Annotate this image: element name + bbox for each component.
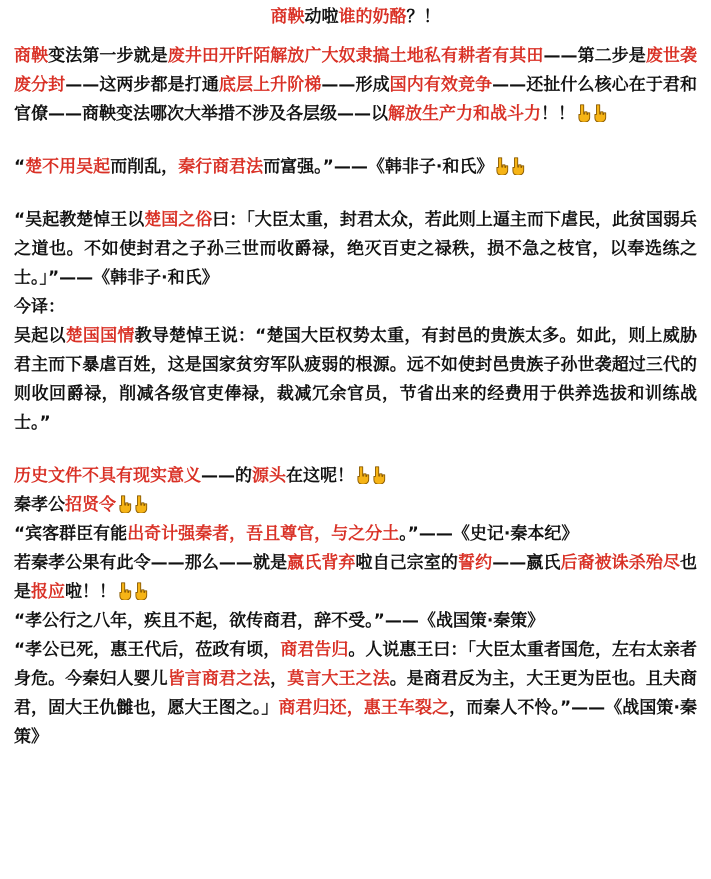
paragraph-9 bbox=[14, 607, 697, 636]
pointing-down-icon bbox=[117, 495, 132, 513]
highlight-text: 历史文件不具有现实意义 bbox=[14, 466, 201, 486]
body-text: “ bbox=[14, 157, 26, 177]
paragraph-0 bbox=[14, 42, 697, 129]
highlight-text: 嬴氏背弃 bbox=[287, 553, 356, 573]
body-text: 若秦孝公果有此令——那么——就是 bbox=[14, 553, 288, 573]
article-body bbox=[14, 42, 697, 752]
pointing-down-icon bbox=[117, 582, 132, 600]
highlight-text: 誓约 bbox=[458, 553, 493, 573]
paragraph-7 bbox=[14, 520, 697, 549]
body-text: 曰：「大臣太重，封君太众，若此则上逼主而下虐民，此贫国弱兵之道也。不如使封君之子孙三世而收爵禄，绝灭百吏之禄秩，损不急之枝官，以奉选练之士。」”——《韩非子·和氏》 bbox=[14, 210, 697, 288]
highlight-text: 招贤令 bbox=[65, 495, 116, 515]
body-text: “孝公行之八年，疾且不起，欲传商君，辞不受。”——《战国策·秦策》 bbox=[14, 611, 545, 631]
highlight-text: 废世袭废分封 bbox=[14, 46, 698, 95]
pointing-down-icon bbox=[576, 104, 591, 122]
body-text: 啦自己宗室的 bbox=[355, 553, 459, 573]
body-text: 。人说惠王曰：「大臣太重者国危，左右太亲者身危。今秦妇人婴儿 bbox=[14, 640, 697, 689]
pointing-down-icon bbox=[510, 157, 525, 175]
highlight-text: 出奇计强秦者，吾且尊官，与之分土 bbox=[127, 524, 400, 544]
highlight-text: 后裔被诛杀殆尽 bbox=[560, 553, 681, 573]
highlight-text: 谁的奶酪 bbox=[338, 7, 407, 27]
highlight-text: 商鞅 bbox=[270, 7, 305, 27]
pointing-down-icon bbox=[592, 104, 607, 122]
body-text: 动啦 bbox=[304, 7, 339, 27]
paragraph-8 bbox=[14, 549, 697, 607]
body-text: ——还扯什么核心在于君和官僚——商鞅变法哪次大举措不涉及各层级——以 bbox=[14, 75, 698, 124]
body-text: 也是 bbox=[14, 553, 698, 602]
paragraph-3 bbox=[14, 293, 697, 322]
body-text: “孝公已死，惠王代后，莅政有顷， bbox=[14, 640, 281, 660]
highlight-text: 商君归还，惠王车裂之 bbox=[278, 698, 450, 718]
body-text: 而富强。”——《韩非子·和氏》 bbox=[263, 157, 494, 177]
highlight-text: 源头 bbox=[252, 466, 286, 486]
highlight-text: 商鞅 bbox=[14, 46, 49, 66]
body-text: “宾客群臣有能 bbox=[14, 524, 128, 544]
pointing-down-icon bbox=[371, 466, 386, 484]
highlight-text: 底层上升阶梯 bbox=[218, 75, 322, 95]
pointing-down-icon bbox=[355, 466, 370, 484]
body-text: ，而秦人不怜。”——《战国策·秦策》 bbox=[14, 698, 697, 747]
body-text: 秦孝公 bbox=[14, 495, 65, 515]
body-text: 。是商君反为主，大王更为臣也。且夫商君，固大王仇雠也，愿大王图之。」 bbox=[14, 669, 698, 718]
body-text: ——嬴氏 bbox=[492, 553, 561, 573]
pointing-down-icon bbox=[494, 157, 509, 175]
body-text: 。”——《史记·秦本纪》 bbox=[399, 524, 579, 544]
paragraph-gap bbox=[14, 129, 697, 153]
body-text: ！！ bbox=[541, 104, 575, 124]
body-text: ——的 bbox=[201, 466, 252, 486]
highlight-text: 楚不用吴起 bbox=[25, 157, 111, 177]
paragraph-gap bbox=[14, 438, 697, 462]
paragraph-10 bbox=[14, 636, 697, 752]
body-text: ——这两步都是打通 bbox=[65, 75, 219, 95]
highlight-text: 商君告归 bbox=[280, 640, 349, 660]
paragraph-6 bbox=[14, 491, 697, 520]
highlight-text: 秦行商君法 bbox=[178, 157, 264, 177]
body-text: 而削乱， bbox=[110, 157, 179, 177]
paragraph-1 bbox=[14, 153, 697, 182]
body-text: 啦！！ bbox=[65, 582, 116, 602]
highlight-text: 报应 bbox=[31, 582, 65, 602]
article-title bbox=[14, 6, 697, 28]
highlight-text: 国内有效竞争 bbox=[389, 75, 493, 95]
body-text: 吴起以 bbox=[14, 326, 66, 346]
highlight-text: 莫言大王之法 bbox=[287, 669, 390, 689]
body-text: ， bbox=[270, 669, 288, 689]
paragraph-4 bbox=[14, 322, 697, 438]
body-text: 今译： bbox=[14, 297, 65, 317]
body-text: 在这呢！ bbox=[286, 466, 354, 486]
highlight-text: 楚国之俗 bbox=[144, 210, 213, 230]
highlight-text: 皆言商君之法 bbox=[167, 669, 271, 689]
body-text: 教导楚悼王说：“楚国大臣权势太重，有封邑的贵族太多。如此，则上威胁君主而下暴虐百姓，这是国家贫穷军队疲弱的根源。远不如使封邑贵族子孙世袭超过三代的则收回爵禄，削减各级官吏俸禄，裁减冗余官员，节省出来的经费用于供养选拔和训练战士。” bbox=[14, 326, 698, 433]
body-text: ——形成 bbox=[321, 75, 390, 95]
body-text: ——第二步是 bbox=[543, 46, 646, 66]
pointing-down-icon bbox=[133, 495, 148, 513]
highlight-text: 楚国国情 bbox=[65, 326, 135, 346]
paragraph-2 bbox=[14, 206, 697, 293]
paragraph-gap bbox=[14, 182, 697, 206]
pointing-down-icon bbox=[133, 582, 148, 600]
highlight-text: 废井田开阡陌解放广大奴隶搞土地私有耕者有其田 bbox=[167, 46, 544, 66]
paragraph-5 bbox=[14, 462, 697, 491]
body-text: “吴起教楚悼王以 bbox=[14, 210, 145, 230]
highlight-text: 解放生产力和战斗力 bbox=[388, 104, 541, 124]
body-text: ？！ bbox=[406, 7, 441, 27]
body-text: 变法第一步就是 bbox=[48, 46, 168, 66]
